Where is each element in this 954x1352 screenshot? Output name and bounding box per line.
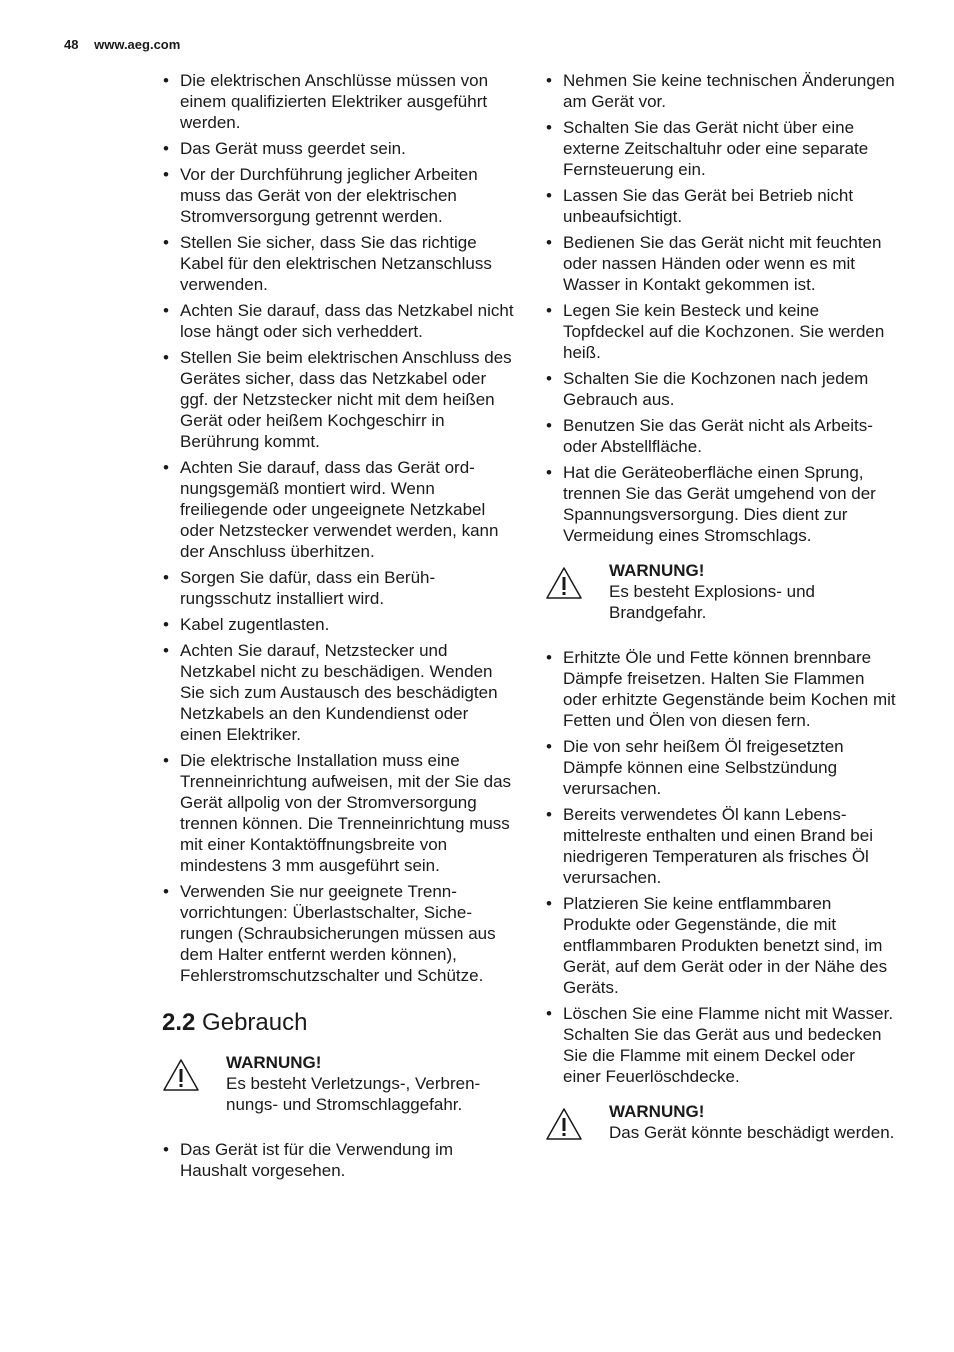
warning-triangle-icon	[162, 1058, 200, 1092]
list-item: • Nehmen Sie keine technischen Änderungen am Gerät vor.	[545, 70, 897, 112]
list-item: • Vor der Durchführung jeglicher Arbeiten muss das Gerät von der elektrischen Stromversorgung getrennt werden.	[162, 164, 514, 227]
list-item: • Achten Sie darauf, dass das Netzkabel nicht lose hängt oder sich verheddert.	[162, 300, 514, 342]
list-item: • Die elektrische Installation muss eine Trenneinrichtung aufweisen, mit der Sie das Gerät allpolig von der Stromversorgung trennen können. Die Trenneinrichtung muss mit einer Kontaktöffnungsbreite von mindestens 3 mm ausgeführt sein.	[162, 750, 514, 876]
warning-text: Es besteht Explosions- und Brandgefahr.	[609, 582, 816, 622]
left-bullet-list-2	[162, 1139, 514, 1181]
warning-title: WARNUNG!	[609, 561, 705, 580]
list-item: • Bereits verwendetes Öl kann Lebensmittelreste enthalten und einen Brand bei niedrigeren Temperaturen als frisches Öl verursachen.	[545, 804, 897, 888]
list-item: • Legen Sie kein Besteck und keine Topfdeckel auf die Kochzonen. Sie werden heiß.	[545, 300, 897, 363]
left-column	[162, 70, 514, 1186]
page-number: 48	[64, 37, 79, 52]
right-bullet-list-2	[545, 647, 897, 1087]
list-item: • Bedienen Sie das Gerät nicht mit feuchten oder nassen Händen oder wenn es mit Wasser in Kontakt gekommen ist.	[545, 232, 897, 295]
left-bullet-list	[162, 70, 514, 986]
section-number: 2.2	[162, 1009, 196, 1036]
warning-text: Es besteht Verletzungs-, Verbrennungs- und Stromschlaggefahr.	[226, 1074, 481, 1114]
list-item: • Das Gerät ist für die Verwendung im Haushalt vorgesehen.	[162, 1139, 514, 1181]
list-item: • Die von sehr heißem Öl freigesetzten Dämpfe können eine Selbstzündung verursachen.	[545, 736, 897, 799]
list-item: • Kabel zugentlasten.	[162, 614, 514, 635]
site-url: www.aeg.com	[94, 37, 181, 52]
list-item: • Platzieren Sie keine entflammbaren Produkte oder Gegenstände, die mit entflammbaren Produkten benetzt sind, im Gerät, auf dem Gerät oder in der Nähe des Geräts.	[545, 893, 897, 998]
page-header	[64, 37, 180, 52]
list-item: • Hat die Geräteoberfläche einen Sprung, trennen Sie das Gerät umgehend von der Spannungsversorgung. Dies dient zur Vermeidung eines Stromschlags.	[545, 462, 897, 546]
list-item: • Lassen Sie das Gerät bei Betrieb nicht unbeaufsichtigt.	[545, 185, 897, 227]
warning-title: WARNUNG!	[609, 1102, 705, 1121]
warning-triangle-icon	[545, 566, 583, 600]
warning-title: WARNUNG!	[226, 1053, 322, 1072]
warning-block	[545, 1101, 897, 1151]
list-item: • Sorgen Sie dafür, dass ein Berührungsschutz installiert wird.	[162, 567, 514, 609]
section-heading	[162, 1008, 514, 1038]
list-item: • Das Gerät muss geerdet sein.	[162, 138, 514, 159]
list-item: • Achten Sie darauf, Netzstecker und Netzkabel nicht zu beschädigen. Wenden Sie sich zum Austausch des beschädigten Netzkabels an den Kundendienst oder einen Elektriker.	[162, 640, 514, 745]
list-item: • Stellen Sie beim elektrischen Anschluss des Gerätes sicher, dass das Netzkabel oder ggf. der Netzstecker nicht mit dem heißen Gerät oder heißem Kochgeschirr in Berührung kommt.	[162, 347, 514, 452]
list-item: • Verwenden Sie nur geeignete Trennvorrichtungen: Überlastschalter, Sicherungen (Schraubsicherungen müssen aus dem Halter entfernt werden können), Fehlerstromschutzschalter und Schütze.	[162, 881, 514, 986]
list-item: • Die elektrischen Anschlüsse müssen von einem qualifizierten Elektriker ausgeführt werden.	[162, 70, 514, 133]
warning-triangle-icon	[545, 1107, 583, 1141]
list-item: • Achten Sie darauf, dass das Gerät ordnungsgemäß montiert wird. Wenn freiliegende oder ungeeignete Netzkabel oder Netzstecker verwendet werden, kann der Anschluss überhitzen.	[162, 457, 514, 562]
right-bullet-list	[545, 70, 897, 546]
list-item: • Schalten Sie das Gerät nicht über eine externe Zeitschaltuhr oder eine separate Fernsteuerung ein.	[545, 117, 897, 180]
warning-text: Das Gerät könnte beschädigt werden.	[609, 1123, 895, 1142]
warning-block	[162, 1052, 514, 1115]
list-item: • Schalten Sie die Kochzonen nach jedem Gebrauch aus.	[545, 368, 897, 410]
list-item: • Erhitzte Öle und Fette können brennbare Dämpfe freisetzen. Halten Sie Flammen oder erhitzte Gegenstände beim Kochen mit Fetten und Ölen von diesen fern.	[545, 647, 897, 731]
list-item: • Stellen Sie sicher, dass Sie das richtige Kabel für den elektrischen Netzanschluss verwenden.	[162, 232, 514, 295]
section-title: Gebrauch	[202, 1009, 308, 1036]
right-column	[545, 70, 897, 1175]
list-item: • Benutzen Sie das Gerät nicht als Arbeits- oder Abstellfläche.	[545, 415, 897, 457]
warning-block	[545, 560, 897, 623]
list-item: • Löschen Sie eine Flamme nicht mit Wasser. Schalten Sie das Gerät aus und bedecken Sie die Flamme mit einem Deckel oder einer Feuerlöschdecke.	[545, 1003, 897, 1087]
